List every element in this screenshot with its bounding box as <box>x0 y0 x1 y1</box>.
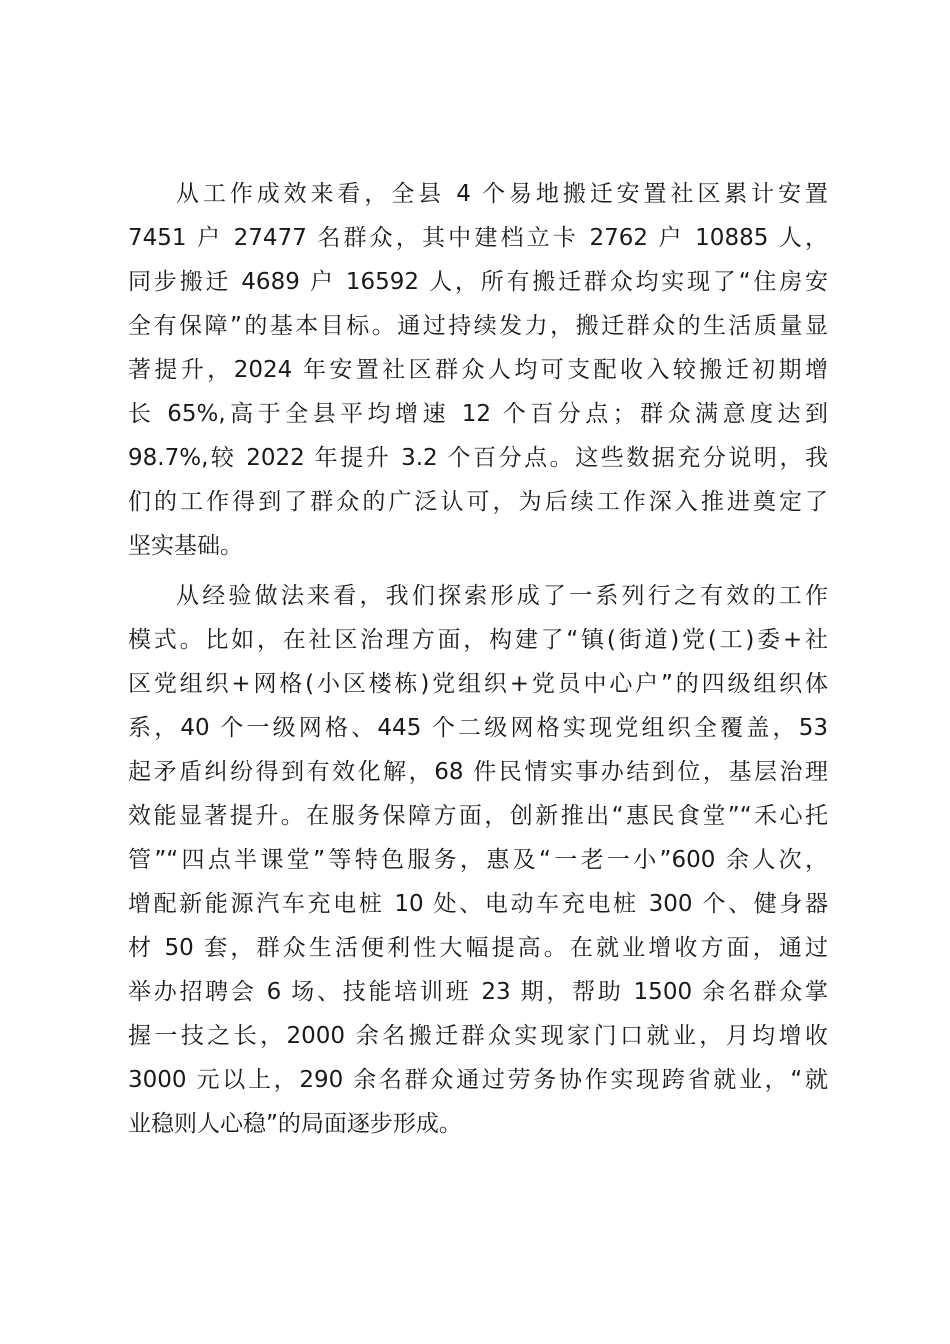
paragraph-line: 模式。比如，在社区治理方面，构建了“镇(街道)党(工)委+社 <box>128 627 828 653</box>
paragraph-line: 从工作成效来看，全县 4 个易地搬迁安置社区累计安置 <box>176 181 828 207</box>
paragraph-line: 7451 户 27477 名群众，其中建档立卡 2762 户 10885 人， <box>128 225 828 251</box>
paragraph-line: 系，40 个一级网格、445 个二级网格实现党组织全覆盖，53 <box>128 715 828 741</box>
paragraph-line: 98.7%,较 2022 年提升 3.2 个百分点。这些数据充分说明，我 <box>128 445 828 471</box>
paragraph-line: 从经验做法来看，我们探索形成了一系列行之有效的工作 <box>176 583 828 609</box>
paragraph-line: 区党组织+网格(小区楼栋)党组织+党员中心户”的四级组织体 <box>128 671 828 697</box>
paragraph-line: 举办招聘会 6 场、技能培训班 23 期，帮助 1500 余名群众掌 <box>128 979 828 1005</box>
paragraph-line: 起矛盾纠纷得到有效化解，68 件民情实事办结到位，基层治理 <box>128 759 828 785</box>
paragraph-line: 管”“四点半课堂”等特色服务，惠及“一老一小”600 余人次， <box>128 847 828 873</box>
paragraph-line: 们的工作得到了群众的广泛认可，为后续工作深入推进奠定了 <box>128 489 828 515</box>
paragraph-line: 增配新能源汽车充电桩 10 处、电动车充电桩 300 个、健身器 <box>128 891 828 917</box>
paragraph-line: 材 50 套，群众生活便利性大幅提高。在就业增收方面，通过 <box>128 935 828 961</box>
paragraph-line: 握一技之长，2000 余名搬迁群众实现家门口就业，月均增收 <box>128 1023 828 1049</box>
paragraph-line: 同步搬迁 4689 户 16592 人，所有搬迁群众均实现了“住房安 <box>128 269 828 295</box>
paragraph-line: 长 65%,高于全县平均增速 12 个百分点；群众满意度达到 <box>128 401 828 427</box>
paragraph-line: 效能显著提升。在服务保障方面，创新推出“惠民食堂”“禾心托 <box>128 803 828 829</box>
paragraph-line: 坚实基础。 <box>128 533 243 559</box>
paragraph-line: 业稳则人心稳”的局面逐步形成。 <box>128 1111 462 1137</box>
paragraph-line: 3000 元以上，290 余名群众通过劳务协作实现跨省就业，“就 <box>128 1067 828 1093</box>
paragraph-line: 全有保障”的基本目标。通过持续发力，搬迁群众的生活质量显 <box>128 313 828 339</box>
paragraph-line: 著提升，2024 年安置社区群众人均可支配收入较搬迁初期增 <box>128 357 828 383</box>
